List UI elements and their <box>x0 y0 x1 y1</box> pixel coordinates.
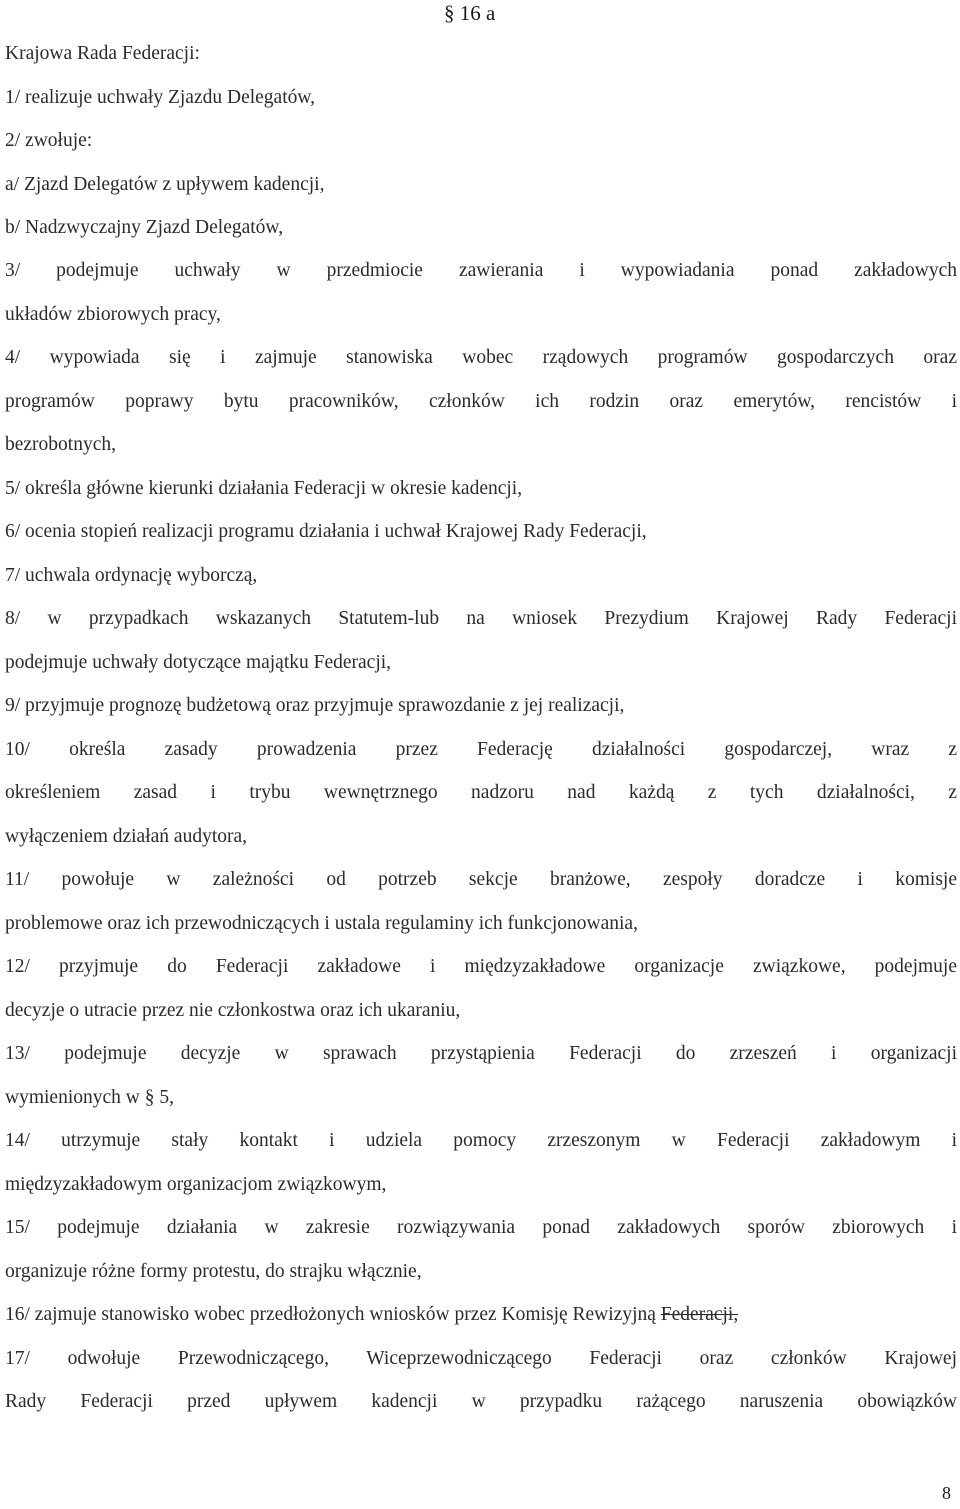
text-line: międzyzakładowym organizacjom związkowym, <box>5 1174 387 1195</box>
text-line: wymienionych w § 5, <box>5 1087 174 1108</box>
text-line: 6/ ocenia stopień realizacji programu działania i uchwał Krajowej Rady Federacji, <box>5 521 647 542</box>
text-line: 12/ przyjmuje do Federacji zakładowe i międzyzakładowe organizacje związkowe, podejmuje <box>5 956 957 977</box>
text-line: 8/ w przypadkach wskazanych Statutem-lub na wniosek Prezydium Krajowej Rady Federacji <box>5 608 957 629</box>
page-number: 8 <box>942 1483 951 1503</box>
text-line: b/ Nadzwyczajny Zjazd Delegatów, <box>5 217 284 238</box>
text-line: 14/ utrzymuje stały kontakt i udziela pomocy zrzeszonym w Federacji zakładowym i <box>5 1130 957 1151</box>
text-line: 15/ podejmuje działania w zakresie rozwiązywania ponad zakładowych sporów zbiorowych i <box>5 1217 957 1238</box>
text-line: określeniem zasad i trybu wewnętrznego nadzoru nad każdą z tych działalności, z <box>5 782 957 803</box>
text-line: podejmuje uchwały dotyczące majątku Federacji, <box>5 652 392 673</box>
text-line: 5/ określa główne kierunki działania Federacji w okresie kadencji, <box>5 478 523 499</box>
text-line: 7/ uchwala ordynację wyborczą, <box>5 565 258 586</box>
text-line: a/ Zjazd Delegatów z upływem kadencji, <box>5 174 325 195</box>
text-line: 10/ określa zasady prowadzenia przez Federację działalności gospodarczej, wraz z <box>5 739 957 760</box>
text-line: wyłączeniem działań audytora, <box>5 826 248 847</box>
text-line: programów poprawy bytu pracowników, członków ich rodzin oraz emerytów, rencistów i <box>5 391 957 412</box>
text-line: 13/ podejmuje decyzje w sprawach przystąpienia Federacji do zrzeszeń i organizacji <box>5 1043 957 1064</box>
text-line: 11/ powołuje w zależności od potrzeb sekcje branżowe, zespoły doradcze i komisje <box>5 869 957 890</box>
text-line: 3/ podejmuje uchwały w przedmiocie zawierania i wypowiadania ponad zakładowych <box>5 260 957 281</box>
text-line: organizuje różne formy protestu, do strajku włącznie, <box>5 1261 422 1282</box>
text-line: 4/ wypowiada się i zajmuje stanowiska wobec rządowych programów gospodarczych oraz <box>5 347 957 368</box>
text-segment: 16/ zajmuje stanowisko wobec przedłożonych wniosków przez Komisję Rewizyjną <box>5 1304 661 1325</box>
text-line: problemowe oraz ich przewodniczących i ustala regulaminy ich funkcjonowania, <box>5 913 638 934</box>
text-line: 9/ przyjmuje prognozę budżetową oraz przyjmuje sprawozdanie z jej realizacji, <box>5 695 625 716</box>
text-line: układów zbiorowych pracy, <box>5 304 221 325</box>
text-line: bezrobotnych, <box>5 434 117 455</box>
text-line: 2/ zwołuje: <box>5 130 93 151</box>
text-line: Rady Federacji przed upływem kadencji w przypadku rażącego naruszenia obowiązków <box>5 1391 957 1412</box>
struck-word: Federacji, <box>660 1304 739 1325</box>
text-line: 1/ realizuje uchwały Zjazdu Delegatów, <box>5 87 316 108</box>
text-line: decyzje o utracie przez nie członkostwa oraz ich ukaraniu, <box>5 1000 461 1021</box>
text-line: Krajowa Rada Federacji: <box>5 43 200 64</box>
section-heading: § 16 a <box>444 1 496 25</box>
text-line: 17/ odwołuje Przewodniczącego, Wiceprzewodniczącego Federacji oraz członków Krajowej <box>5 1348 957 1369</box>
text-line-with-strikethrough <box>5 1302 957 1328</box>
